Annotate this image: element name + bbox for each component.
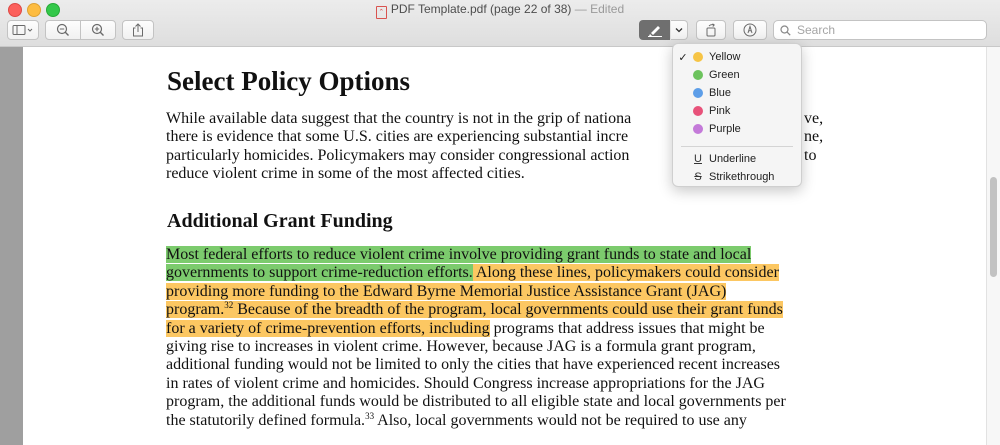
intro-line: reduce violent crime in some of the most affected cities.: [166, 165, 525, 183]
underline-icon: U: [694, 153, 702, 165]
menu-item-underline[interactable]: [673, 150, 801, 168]
search-input[interactable]: [795, 22, 979, 38]
text-run: programs that address issues that might be: [489, 319, 765, 337]
menu-separator: [681, 146, 793, 147]
zoom-control: [45, 20, 116, 40]
intro-line: particularly homicides. Policymakers may consider congressional action: [166, 146, 630, 164]
vertical-scrollbar[interactable]: [986, 47, 1000, 445]
menu-item-yellow[interactable]: [673, 48, 801, 66]
scrollbar-thumb[interactable]: [990, 177, 997, 277]
strikethrough-icon: S: [694, 171, 702, 183]
zoom-out-button[interactable]: [46, 21, 80, 39]
grant-funding-paragraph: [166, 246, 886, 430]
menu-item-green[interactable]: [673, 66, 801, 84]
menu-item-pink[interactable]: [673, 102, 801, 120]
text-line: giving rise to increases in violent crime. However, because JAG is a formula grant program,: [166, 338, 756, 356]
intro-tail: ve,: [804, 110, 824, 127]
rotate-button[interactable]: [696, 20, 726, 40]
text-run: the statutorily defined formula.: [166, 411, 366, 429]
footnote-marker: 32: [224, 300, 234, 311]
menu-item-label: Blue: [709, 87, 732, 99]
section-heading: Select Policy Options: [167, 66, 410, 96]
green-highlight[interactable]: governments to support crime-reduction efforts.: [166, 264, 473, 282]
menu-item-label: Green: [709, 69, 740, 81]
highlight-style-menu: [672, 43, 802, 187]
zoom-in-button[interactable]: [80, 21, 115, 39]
menu-item-purple[interactable]: [673, 120, 801, 138]
menu-item-label: Underline: [709, 153, 757, 165]
menu-item-label: Purple: [709, 123, 741, 135]
intro-line: there is evidence that some U.S. cities are experiencing substantial incre: [166, 128, 629, 146]
text-run: program.: [166, 301, 225, 319]
sidebar-icon: [12, 24, 34, 36]
yellow-highlight[interactable]: Along these lines, policymakers could consider: [472, 264, 779, 282]
highlighter-icon: [647, 23, 663, 37]
window-toolbar: [0, 0, 1000, 47]
text-run: Because of the breadth of the program, local governments could use their grant funds: [233, 301, 783, 319]
pdf-file-icon: ⌃: [376, 6, 387, 19]
menu-item-label: Yellow: [709, 51, 741, 63]
yellow-highlight[interactable]: [166, 301, 783, 318]
intro-tail: to: [804, 146, 817, 164]
text-line: additional funding would not be limited to only the cities that have experienced recent increases: [166, 356, 781, 374]
pink-swatch-icon: [693, 106, 703, 116]
share-icon: [132, 23, 144, 37]
yellow-highlight[interactable]: for a variety of crime-prevention efforts, including: [166, 319, 490, 337]
edited-status: — Edited: [574, 2, 625, 16]
intro-line-tails: [804, 110, 864, 165]
zoom-in-icon: [91, 23, 105, 37]
green-swatch-icon: [693, 70, 703, 80]
green-highlight[interactable]: Most federal efforts to reduce violent crime involve providing grant funds to state and local: [166, 246, 752, 263]
menu-item-label: Strikethrough: [709, 171, 775, 183]
yellow-swatch-icon: [693, 52, 703, 62]
menu-item-label: Pink: [709, 105, 731, 117]
sidebar-view-button[interactable]: [7, 20, 39, 40]
yellow-highlight[interactable]: providing more funding to the Edward Byrne Memorial Justice Assistance Grant (JAG): [166, 282, 727, 300]
document-title: PDF Template.pdf (page 22 of 38): [390, 2, 572, 16]
markup-icon: [743, 23, 757, 37]
intro-line: While available data suggest that the country is not in the grip of nationa: [166, 110, 632, 127]
highlight-button[interactable]: [639, 20, 670, 40]
text-line: program, the additional funds would be distributed to all eligible state and local governments per: [166, 393, 786, 411]
highlight-options-button[interactable]: [671, 20, 688, 40]
search-icon: [780, 25, 791, 36]
intro-tail: ne,: [804, 128, 824, 146]
rotate-icon: [704, 23, 718, 37]
markup-button[interactable]: [733, 20, 767, 40]
share-button[interactable]: [122, 20, 154, 40]
zoom-out-icon: [56, 23, 70, 37]
text-run: Also, local governments would not be required to use any: [374, 411, 747, 429]
menu-item-strikethrough[interactable]: [673, 168, 801, 186]
search-field[interactable]: [773, 20, 987, 40]
blue-swatch-icon: [693, 88, 703, 98]
text-line: in rates of violent crime and homicides. Should Congress increase appropriations for the JAG: [166, 374, 765, 392]
window-title: [0, 2, 1000, 19]
footnote-marker: 33: [365, 410, 375, 421]
chevron-down-icon: [675, 27, 683, 33]
subsection-heading: Additional Grant Funding: [167, 210, 393, 232]
menu-item-blue[interactable]: [673, 84, 801, 102]
purple-swatch-icon: [693, 124, 703, 134]
checkmark-icon: ✓: [678, 51, 688, 64]
